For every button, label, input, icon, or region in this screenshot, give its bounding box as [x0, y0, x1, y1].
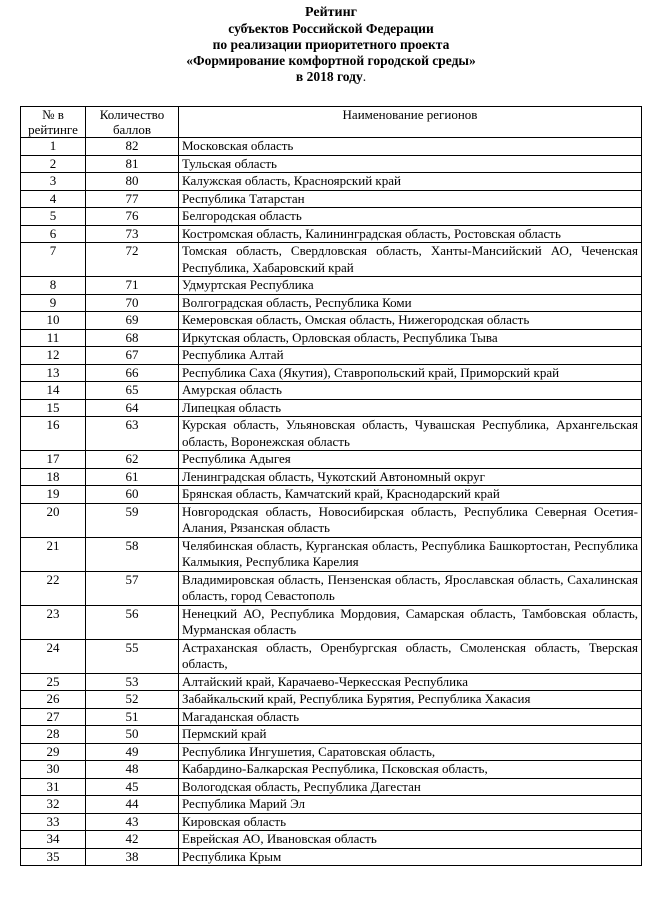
rank-cell: 2	[21, 155, 86, 173]
rank-cell: 26	[21, 691, 86, 709]
rank-cell: 19	[21, 486, 86, 504]
table-row	[21, 813, 642, 831]
rank-cell: 8	[21, 277, 86, 295]
table-row	[21, 708, 642, 726]
rank-cell: 31	[21, 778, 86, 796]
table-row	[21, 673, 642, 691]
table-row	[21, 468, 642, 486]
points-cell: 55	[86, 639, 179, 673]
table-row	[21, 417, 642, 451]
rank-cell: 32	[21, 796, 86, 814]
table-row	[21, 312, 642, 330]
points-cell: 80	[86, 173, 179, 191]
regions-cell: Липецкая область	[179, 399, 642, 417]
table-row	[21, 761, 642, 779]
points-cell: 82	[86, 138, 179, 156]
regions-cell: Московская область	[179, 138, 642, 156]
table-row	[21, 138, 642, 156]
points-cell: 38	[86, 848, 179, 866]
points-cell: 64	[86, 399, 179, 417]
table-row	[21, 796, 642, 814]
rank-cell: 4	[21, 190, 86, 208]
regions-cell: Республика Адыгея	[179, 451, 642, 469]
regions-cell: Ленинградская область, Чукотский Автономный округ	[179, 468, 642, 486]
points-cell: 68	[86, 329, 179, 347]
points-cell: 60	[86, 486, 179, 504]
rank-cell: 7	[21, 243, 86, 277]
points-cell: 67	[86, 347, 179, 365]
regions-cell: Республика Ингушетия, Саратовская область,	[179, 743, 642, 761]
title-line-2: субъектов Российской Федерации	[228, 21, 434, 36]
rank-cell: 14	[21, 382, 86, 400]
points-cell: 51	[86, 708, 179, 726]
header-regions: Наименование регионов	[179, 107, 642, 138]
table-row	[21, 778, 642, 796]
regions-cell: Брянская область, Камчатский край, Краснодарский край	[179, 486, 642, 504]
rank-cell: 6	[21, 225, 86, 243]
points-cell: 48	[86, 761, 179, 779]
table-row	[21, 277, 642, 295]
rank-cell: 27	[21, 708, 86, 726]
points-cell: 71	[86, 277, 179, 295]
table-row	[21, 537, 642, 571]
table-row	[21, 225, 642, 243]
regions-cell: Амурская область	[179, 382, 642, 400]
table-row	[21, 743, 642, 761]
regions-cell: Белгородская область	[179, 208, 642, 226]
rating-table-body	[21, 138, 642, 866]
points-cell: 70	[86, 294, 179, 312]
title-year-dot: .	[362, 69, 367, 84]
points-cell: 63	[86, 417, 179, 451]
regions-cell: Республика Татарстан	[179, 190, 642, 208]
points-cell: 57	[86, 571, 179, 605]
table-row	[21, 329, 642, 347]
points-cell: 49	[86, 743, 179, 761]
regions-cell: Кировская область	[179, 813, 642, 831]
points-cell: 62	[86, 451, 179, 469]
table-header-row	[21, 107, 642, 138]
regions-cell: Тульская область	[179, 155, 642, 173]
rank-cell: 22	[21, 571, 86, 605]
regions-cell: Иркутская область, Орловская область, Республика Тыва	[179, 329, 642, 347]
regions-cell: Алтайский край, Карачаево-Черкесская Республика	[179, 673, 642, 691]
rank-cell: 15	[21, 399, 86, 417]
table-row	[21, 503, 642, 537]
points-cell: 65	[86, 382, 179, 400]
rank-cell: 35	[21, 848, 86, 866]
points-cell: 66	[86, 364, 179, 382]
rank-cell: 17	[21, 451, 86, 469]
regions-cell: Кабардино-Балкарская Республика, Псковская область,	[179, 761, 642, 779]
table-row	[21, 208, 642, 226]
regions-cell: Кемеровская область, Омская область, Нижегородская область	[179, 312, 642, 330]
rank-cell: 34	[21, 831, 86, 849]
table-row	[21, 155, 642, 173]
rank-cell: 21	[21, 537, 86, 571]
header-points: Количество баллов	[86, 107, 179, 138]
table-row	[21, 243, 642, 277]
title-line-5	[0, 69, 662, 85]
rank-cell: 24	[21, 639, 86, 673]
regions-cell: Удмуртская Республика	[179, 277, 642, 295]
points-cell: 69	[86, 312, 179, 330]
points-cell: 44	[86, 796, 179, 814]
table-row	[21, 382, 642, 400]
rank-cell: 18	[21, 468, 86, 486]
table-row	[21, 848, 642, 866]
regions-cell: Республика Саха (Якутия), Ставропольский край, Приморский край	[179, 364, 642, 382]
table-row	[21, 486, 642, 504]
regions-cell: Магаданская область	[179, 708, 642, 726]
rank-cell: 33	[21, 813, 86, 831]
rank-cell: 29	[21, 743, 86, 761]
table-row	[21, 173, 642, 191]
points-cell: 76	[86, 208, 179, 226]
header-rank: № в рейтинге	[21, 107, 86, 138]
rank-cell: 23	[21, 605, 86, 639]
rank-cell: 11	[21, 329, 86, 347]
rank-cell: 1	[21, 138, 86, 156]
rank-cell: 13	[21, 364, 86, 382]
regions-cell: Волгоградская область, Республика Коми	[179, 294, 642, 312]
rank-cell: 5	[21, 208, 86, 226]
points-cell: 73	[86, 225, 179, 243]
regions-cell: Челябинская область, Курганская область, Республика Башкортостан, Республика Калмыкия, Республика Карелия	[179, 537, 642, 571]
table-row	[21, 399, 642, 417]
points-cell: 81	[86, 155, 179, 173]
rank-cell: 28	[21, 726, 86, 744]
rank-cell: 16	[21, 417, 86, 451]
rank-cell: 10	[21, 312, 86, 330]
points-cell: 53	[86, 673, 179, 691]
points-cell: 72	[86, 243, 179, 277]
regions-cell: Республика Алтай	[179, 347, 642, 365]
points-cell: 43	[86, 813, 179, 831]
points-cell: 45	[86, 778, 179, 796]
rank-cell: 9	[21, 294, 86, 312]
table-row	[21, 451, 642, 469]
points-cell: 52	[86, 691, 179, 709]
regions-cell: Владимировская область, Пензенская область, Ярославская область, Сахалинская область, город Севастополь	[179, 571, 642, 605]
regions-cell: Курская область, Ульяновская область, Чувашская Республика, Архангельская область, Воронежская область	[179, 417, 642, 451]
regions-cell: Новгородская область, Новосибирская область, Республика Северная Осетия-Алания, Рязанская область	[179, 503, 642, 537]
regions-cell: Вологодская область, Республика Дагестан	[179, 778, 642, 796]
regions-cell: Костромская область, Калининградская область, Ростовская область	[179, 225, 642, 243]
regions-cell: Республика Марий Эл	[179, 796, 642, 814]
title-line-3: по реализации приоритетного проекта	[212, 37, 450, 52]
title-line-4: «Формирование комфортной городской среды»	[186, 53, 476, 68]
rating-table	[20, 106, 642, 866]
table-row	[21, 605, 642, 639]
regions-cell: Еврейская АО, Ивановская область	[179, 831, 642, 849]
table-row	[21, 691, 642, 709]
points-cell: 42	[86, 831, 179, 849]
title-year: в 2018 году	[295, 69, 363, 84]
regions-cell: Астраханская область, Оренбургская область, Смоленская область, Тверская область,	[179, 639, 642, 673]
points-cell: 77	[86, 190, 179, 208]
regions-cell: Томская область, Свердловская область, Ханты-Мансийский АО, Чеченская Республика, Хабаровский край	[179, 243, 642, 277]
table-row	[21, 571, 642, 605]
points-cell: 56	[86, 605, 179, 639]
points-cell: 50	[86, 726, 179, 744]
rank-cell: 30	[21, 761, 86, 779]
regions-cell: Ненецкий АО, Республика Мордовия, Самарская область, Тамбовская область, Мурманская область	[179, 605, 642, 639]
rank-cell: 12	[21, 347, 86, 365]
table-row	[21, 831, 642, 849]
points-cell: 61	[86, 468, 179, 486]
regions-cell: Забайкальский край, Республика Бурятия, Республика Хакасия	[179, 691, 642, 709]
rank-cell: 25	[21, 673, 86, 691]
points-cell: 59	[86, 503, 179, 537]
regions-cell: Калужская область, Красноярский край	[179, 173, 642, 191]
table-row	[21, 639, 642, 673]
title-line-1: Рейтинг	[304, 5, 357, 20]
table-row	[21, 190, 642, 208]
rank-cell: 3	[21, 173, 86, 191]
table-row	[21, 347, 642, 365]
regions-cell: Пермский край	[179, 726, 642, 744]
regions-cell: Республика Крым	[179, 848, 642, 866]
document-title	[0, 0, 662, 85]
points-cell: 58	[86, 537, 179, 571]
table-row	[21, 364, 642, 382]
rank-cell: 20	[21, 503, 86, 537]
table-row	[21, 726, 642, 744]
table-row	[21, 294, 642, 312]
